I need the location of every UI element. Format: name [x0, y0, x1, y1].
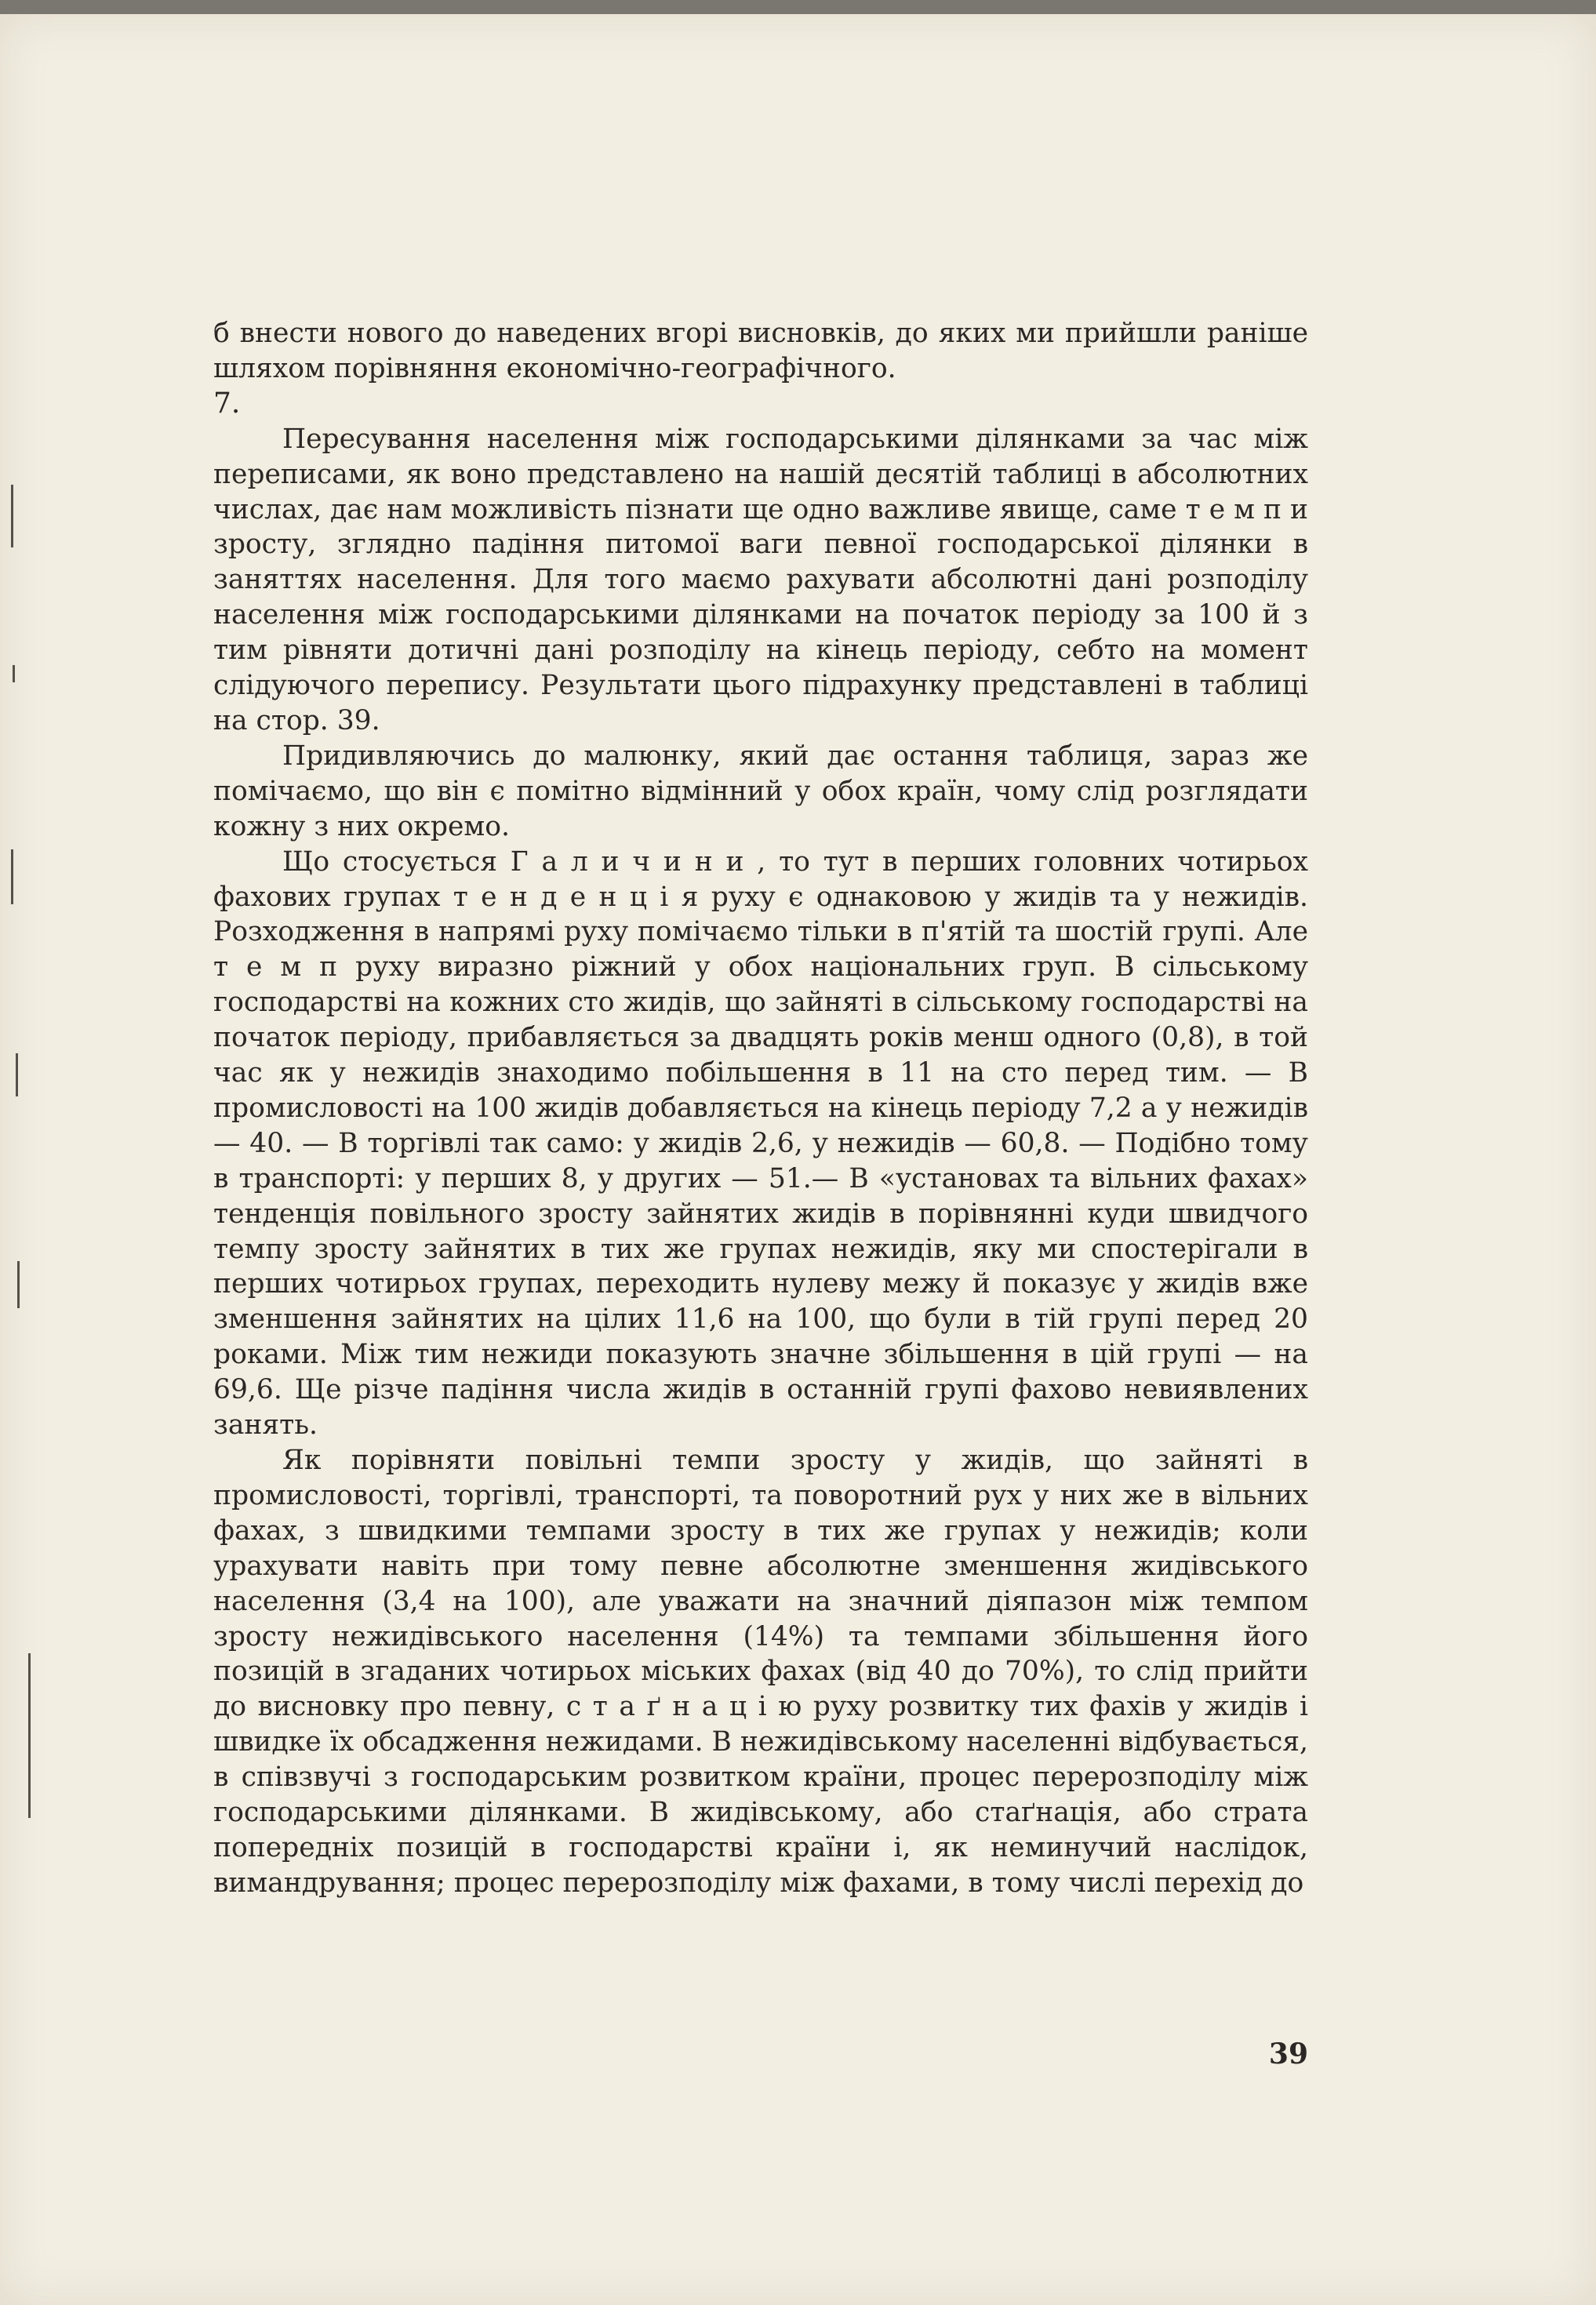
margin-mark	[28, 1653, 31, 1818]
paragraph: Пересування населення між господарськими ділянками за час між переписами, як воно представлено на нашій десятій таблиці в абсолютних числах, дає нам можливість пізнати ще одно важливе явище, саме т е м п и зросту, зглядно падіння питомої ваги певної господарської ділянки в заняттях населення. Для того маємо рахувати абсолютні дані розподілу населення між господарськими ділянками на початок періоду за 100 й з тим рівняти дотичні дані розподілу на кінець періоду, себто на момент слідуючого перепису. Результати цього підрахунку представлені в таблиці на стор. 39.	[213, 423, 1308, 736]
margin-mark	[11, 849, 13, 904]
margin-mark	[17, 1261, 20, 1308]
margin-mark	[11, 485, 13, 547]
page-number: 39	[1268, 2038, 1308, 2071]
intro-paragraph: б внести нового до наведених вгорі висновків, до яких ми прийшли раніше шляхом порівняння економічно-географічного.	[213, 318, 1308, 384]
margin-mark	[16, 1053, 18, 1096]
body-text	[213, 316, 1308, 1901]
section-number: 7.	[213, 387, 241, 420]
paragraph: Як порівняти повільні темпи зросту у жидів, що зайняті в промисловості, торгівлі, транспорті, та поворотний рух у них же в вільних фахах, з швидкими темпами зросту в тих же групах у нежидів; коли урахувати навіть при тому певне абсолютне зменшення жидівського населення (3,4 на 100), але уважати на значний діяпазон між темпом зросту нежидівського населення (14%) та темпами збільшення його позицій в згаданих чотирьох міських фахах (від 40 до 70%), то слід прийти до висновку про певну, с т а ґ н а ц і ю руху розвитку тих фахів у жидів і швидке їх обсадження нежидами. В нежидівському населенні відбувається, в співзвучі з господарським розвитком країни, процес перерозподілу між господарськими ділянками. В жидівському, або стаґнація, або страта попередніх позицій в господарстві країни і, як неминучий наслідок, вимандрування; процес перерозподілу між фахами, в тому числі перехід до	[213, 1445, 1308, 1899]
scan-top-edge	[0, 0, 1596, 14]
paragraph: Що стосується Г а л и ч и н и , то тут в перших головних чотирьох фахових групах т е н д е н ц і я руху є однаковою у жидів та у нежидів. Розходження в напрямі руху помічаємо тільки в п'ятій та шостій групі. Але т е м п руху виразно ріжний у обох національних груп. В сільському господарстві на кожних сто жидів, що зайняті в сільському господарстві на початок періоду, прибавляється за двадцять років менш одного (0,8), в той час як у нежидів знаходимо побільшення в 11 на сто перед тим. — В промисловості на 100 жидів добавляється на кінець періоду 7,2 а у нежидів — 40. — В торгівлі так само: у жидів 2,6, у нежидів — 60,8. — Подібно тому в транспорті: у перших 8, у других — 51.— В «установах та вільних фахах» тенденція повільного зросту зайнятих жидів в порівнянні куди швидчого темпу зросту зайнятих в тих же групах нежидів, яку ми спостерігали в перших чотирьох групах, переходить нулеву межу й показує у жидів вже зменшення зайнятих на цілих 11,6 на 100, що були в тій групі перед 20 роками. Між тим нежиди показують значне збільшення в цій групі — на 69,6. Ще різче падіння числа жидів в останній групі фахово невиявлених занять.	[213, 845, 1308, 1442]
book-page	[0, 14, 1596, 2305]
margin-mark	[13, 665, 15, 682]
paragraph: Придивляючись до малюнку, який дає остання таблиця, зараз же помічаємо, що він є помітно відмінний у обох країн, чому слід розглядати кожну з них окремо.	[213, 740, 1308, 842]
